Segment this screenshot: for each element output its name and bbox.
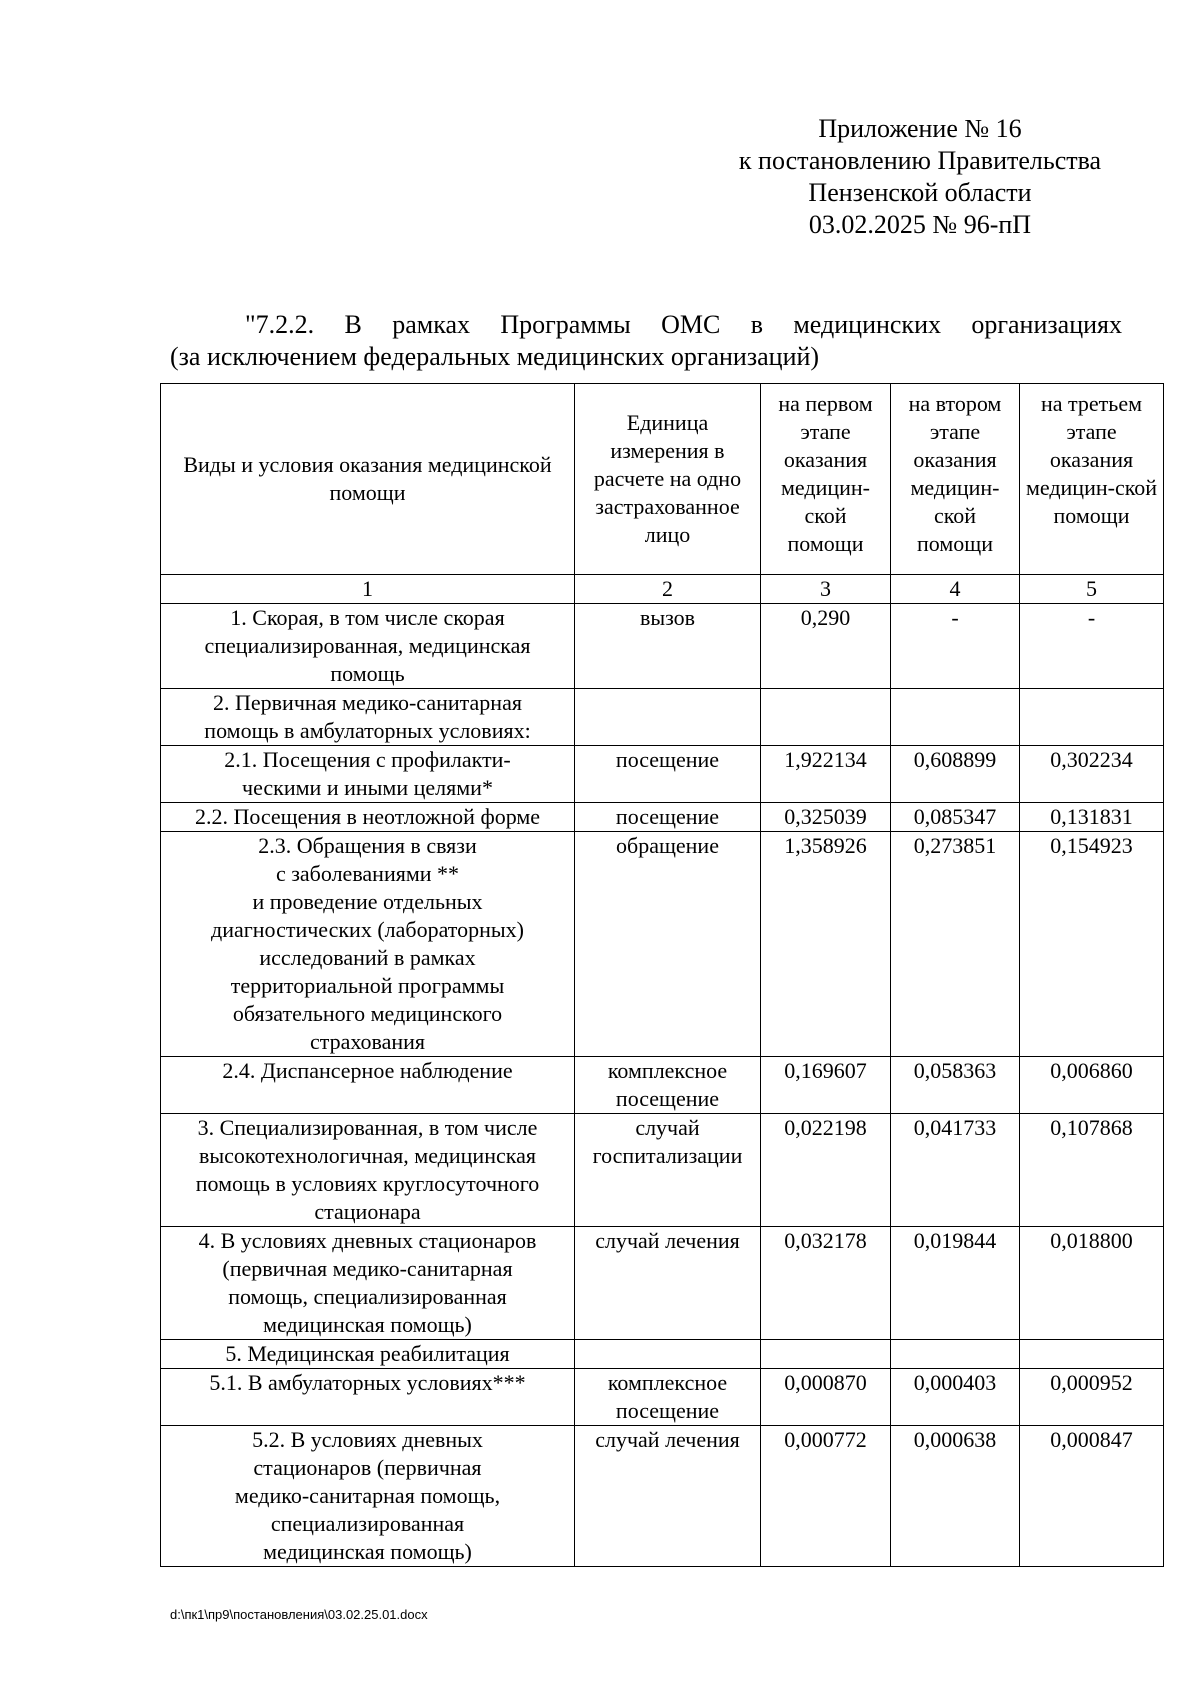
stage2-value-cell: 0,000638 <box>891 1426 1020 1567</box>
care-type-cell: 2.2. Посещения в неотложной форме <box>161 803 575 832</box>
header-stage1: на первом этапе оказания медицин-ской помощи <box>761 384 891 575</box>
stage2-value-cell: 0,608899 <box>891 746 1020 803</box>
column-number: 3 <box>761 575 891 604</box>
care-type-cell: 1. Скорая, в том числе скорая специализированная, медицинская помощь <box>161 604 575 689</box>
column-number: 5 <box>1020 575 1164 604</box>
stage2-value-cell <box>891 689 1020 746</box>
unit-cell: комплексное посещение <box>575 1369 761 1426</box>
section-intro-line2: (за исключением федеральных медицинских организаций) <box>170 342 820 371</box>
care-type-cell: 2. Первичная медико-санитарная помощь в амбулаторных условиях: <box>161 689 575 746</box>
stage1-value-cell: 0,032178 <box>761 1227 891 1340</box>
table-header-row <box>161 384 1164 575</box>
stage2-value-cell <box>891 1340 1020 1369</box>
stage1-value-cell: 0,022198 <box>761 1114 891 1227</box>
stage3-value-cell: 0,154923 <box>1020 832 1164 1057</box>
stage3-value-cell: 0,006860 <box>1020 1057 1164 1114</box>
stage1-value-cell: 1,922134 <box>761 746 891 803</box>
care-type-cell: 3. Специализированная, в том числе высокотехнологичная, медицинская помощь в условиях круглосуточного стационара <box>161 1114 575 1227</box>
stage3-value-cell: 0,000952 <box>1020 1369 1164 1426</box>
care-type-cell: 2.4. Диспансерное наблюдение <box>161 1057 575 1114</box>
stage3-value-cell: 0,107868 <box>1020 1114 1164 1227</box>
volumes-table <box>160 383 1164 1567</box>
stage2-value-cell: 0,058363 <box>891 1057 1020 1114</box>
stage3-value-cell: - <box>1020 604 1164 689</box>
table-row <box>161 689 1164 746</box>
column-number-row <box>161 575 1164 604</box>
unit-cell: посещение <box>575 803 761 832</box>
appendix-date-number: 03.02.2025 № 96-пП <box>808 210 1032 239</box>
unit-cell <box>575 1340 761 1369</box>
unit-cell: случай лечения <box>575 1426 761 1567</box>
stage3-value-cell: 0,302234 <box>1020 746 1164 803</box>
care-type-cell: 2.1. Посещения с профилакти- ческими и иными целями* <box>161 746 575 803</box>
appendix-region: Пензенской области <box>808 178 1032 207</box>
stage2-value-cell: 0,273851 <box>891 832 1020 1057</box>
header-care-type: Виды и условия оказания медицинской помощи <box>161 384 575 575</box>
stage1-value-cell: 0,000870 <box>761 1369 891 1426</box>
stage1-value-cell: 1,358926 <box>761 832 891 1057</box>
appendix-title: Приложение № 16 <box>818 114 1022 143</box>
table-row <box>161 746 1164 803</box>
section-intro-line1: "7.2.2. В рамках Программы ОМС в медицинских организациях <box>245 310 1122 339</box>
table-row <box>161 1369 1164 1426</box>
stage1-value-cell <box>761 1340 891 1369</box>
stage1-value-cell: 0,000772 <box>761 1426 891 1567</box>
stage1-value-cell: 0,325039 <box>761 803 891 832</box>
table-row <box>161 604 1164 689</box>
unit-cell: случай госпитализации <box>575 1114 761 1227</box>
stage3-value-cell <box>1020 689 1164 746</box>
care-type-cell: 4. В условиях дневных стационаров (первичная медико-санитарная помощь, специализированная медицинская помощь) <box>161 1227 575 1340</box>
stage3-value-cell <box>1020 1340 1164 1369</box>
stage1-value-cell: 0,169607 <box>761 1057 891 1114</box>
unit-cell <box>575 689 761 746</box>
section-intro <box>170 309 1122 373</box>
table-row <box>161 1057 1164 1114</box>
care-type-cell: 5. Медицинская реабилитация <box>161 1340 575 1369</box>
header-stage3: на третьем этапе оказания медицин-ской помощи <box>1020 384 1164 575</box>
appendix-reference: к постановлению Правительства <box>738 146 1102 175</box>
header-unit: Единица измерения в расчете на одно застрахованное лицо <box>575 384 761 575</box>
table-row <box>161 1340 1164 1369</box>
stage2-value-cell: - <box>891 604 1020 689</box>
care-type-cell: 2.3. Обращения в связи с заболеваниями ** и проведение отдельных диагностических (лабораторных) исследований в рамках территориальной программы обязательного медицинского страхования <box>161 832 575 1057</box>
table-row <box>161 1426 1164 1567</box>
unit-cell: посещение <box>575 746 761 803</box>
care-type-cell: 5.1. В амбулаторных условиях*** <box>161 1369 575 1426</box>
table-row <box>161 1227 1164 1340</box>
table-row <box>161 803 1164 832</box>
column-number: 4 <box>891 575 1020 604</box>
stage1-value-cell: 0,290 <box>761 604 891 689</box>
stage2-value-cell: 0,041733 <box>891 1114 1020 1227</box>
unit-cell: обращение <box>575 832 761 1057</box>
table-row <box>161 1114 1164 1227</box>
unit-cell: комплексное посещение <box>575 1057 761 1114</box>
file-path-footer: d:\пк1\пр9\постановления\03.02.25.01.docx <box>170 1607 428 1622</box>
stage2-value-cell: 0,000403 <box>891 1369 1020 1426</box>
table-row <box>161 832 1164 1057</box>
appendix-header <box>720 113 1120 241</box>
stage3-value-cell: 0,131831 <box>1020 803 1164 832</box>
unit-cell: случай лечения <box>575 1227 761 1340</box>
header-stage2: на втором этапе оказания медицин-ской помощи <box>891 384 1020 575</box>
unit-cell: вызов <box>575 604 761 689</box>
stage3-value-cell: 0,018800 <box>1020 1227 1164 1340</box>
stage3-value-cell: 0,000847 <box>1020 1426 1164 1567</box>
stage1-value-cell <box>761 689 891 746</box>
care-type-cell: 5.2. В условиях дневных стационаров (первичная медико-санитарная помощь, специализированная медицинская помощь) <box>161 1426 575 1567</box>
stage2-value-cell: 0,085347 <box>891 803 1020 832</box>
stage2-value-cell: 0,019844 <box>891 1227 1020 1340</box>
column-number: 2 <box>575 575 761 604</box>
column-number: 1 <box>161 575 575 604</box>
